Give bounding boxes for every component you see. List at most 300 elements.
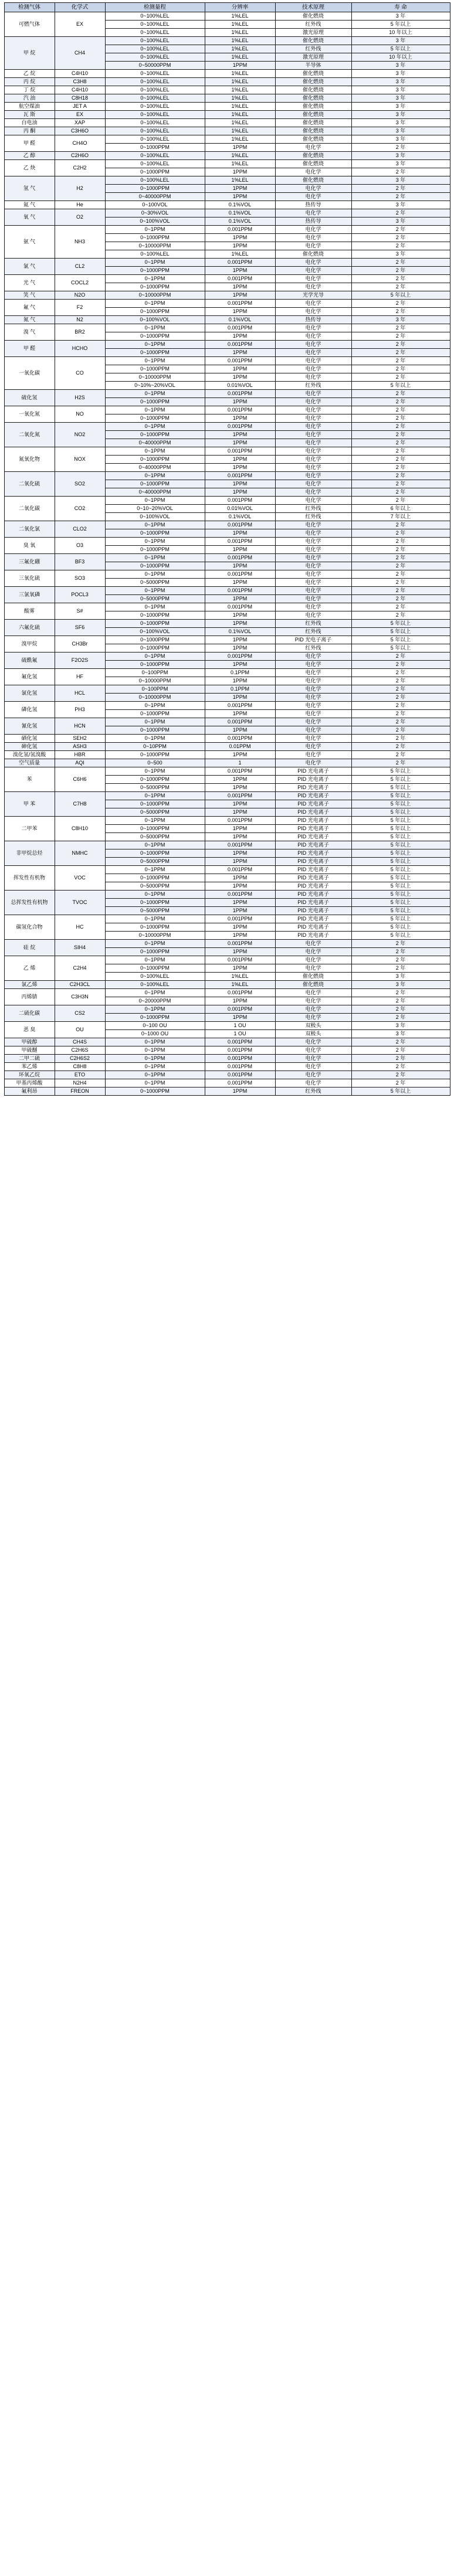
range-cell: 0~500	[105, 759, 205, 767]
table-row	[4, 226, 450, 234]
resolution-cell: 0.001PPM	[205, 324, 275, 332]
lifetime-cell: 5 年以上	[351, 874, 450, 882]
range-cell: 0~1000PPM	[105, 234, 205, 242]
gas-name-cell: 丙 酮	[4, 127, 55, 135]
lifetime-cell: 2 年	[351, 349, 450, 357]
resolution-cell: 0.001PPM	[205, 538, 275, 546]
technology-cell: 电化学	[275, 956, 351, 964]
formula-cell: CH3Br	[55, 636, 105, 653]
range-cell: 0~100%LEL	[105, 111, 205, 119]
resolution-cell: 1PPM	[205, 234, 275, 242]
resolution-cell: 0.1PPM	[205, 669, 275, 677]
resolution-cell: 1PPM	[205, 62, 275, 70]
technology-cell: 电化学	[275, 464, 351, 472]
range-cell: 0~1PPM	[105, 956, 205, 964]
formula-cell: C3H3N	[55, 989, 105, 1005]
formula-cell: He	[55, 201, 105, 209]
resolution-cell: 1PPM	[205, 144, 275, 152]
lifetime-cell: 2 年	[351, 669, 450, 677]
lifetime-cell: 5 年以上	[351, 808, 450, 817]
gas-name-cell: 甲硫醚	[4, 1046, 55, 1055]
range-cell: 0~1000PPM	[105, 456, 205, 464]
lifetime-cell: 5 年以上	[351, 817, 450, 825]
formula-cell: AQI	[55, 759, 105, 767]
resolution-cell: 0.1%VOL	[205, 316, 275, 324]
formula-cell: C2H3CL	[55, 981, 105, 989]
gas-name-cell: 环氧乙烷	[4, 1071, 55, 1079]
resolution-cell: 0.1PPM	[205, 685, 275, 694]
formula-cell: C2H6O	[55, 152, 105, 160]
resolution-cell: 0.1%VOL	[205, 201, 275, 209]
gas-name-cell: 乙 烷	[4, 70, 55, 78]
range-cell: 0~1PPM	[105, 866, 205, 874]
resolution-cell: 1PPM	[205, 546, 275, 554]
resolution-cell: 1PPM	[205, 825, 275, 833]
range-cell: 0~5000PPM	[105, 595, 205, 603]
table-row	[4, 718, 450, 726]
technology-cell: 电化学	[275, 685, 351, 694]
lifetime-cell: 5 年以上	[351, 899, 450, 907]
resolution-cell: 1PPM	[205, 932, 275, 940]
lifetime-cell: 2 年	[351, 1046, 450, 1055]
resolution-cell: 1PPM	[205, 373, 275, 382]
range-cell: 0~1000PPM	[105, 849, 205, 858]
range-cell: 0~10000PPM	[105, 373, 205, 382]
technology-cell: 电化学	[275, 562, 351, 570]
lifetime-cell: 2 年	[351, 390, 450, 398]
gas-name-cell: 汽 油	[4, 94, 55, 103]
resolution-cell: 1PPM	[205, 611, 275, 620]
resolution-cell: 1	[205, 759, 275, 767]
technology-cell: 催化燃烧	[275, 94, 351, 103]
formula-cell: SO2	[55, 472, 105, 497]
gas-name-cell: 二氧化氮	[4, 423, 55, 447]
resolution-cell: 0.001PPM	[205, 226, 275, 234]
range-cell: 0~1000PPM	[105, 546, 205, 554]
gas-name-cell: 三氯氧磷	[4, 587, 55, 603]
lifetime-cell: 2 年	[351, 554, 450, 562]
range-cell: 0~1PPM	[105, 1005, 205, 1014]
range-cell: 0~1000PPM	[105, 414, 205, 423]
resolution-cell: 1PPM	[205, 480, 275, 488]
resolution-cell: 1PPM	[205, 464, 275, 472]
lifetime-cell: 2 年	[351, 341, 450, 349]
formula-cell: N2	[55, 316, 105, 324]
range-cell: 0~100%VOL	[105, 218, 205, 226]
technology-cell: 电化学	[275, 1071, 351, 1079]
resolution-cell: 0.001PPM	[205, 603, 275, 611]
resolution-cell: 0.001PPM	[205, 406, 275, 414]
range-cell: 0~1000PPM	[105, 168, 205, 176]
lifetime-cell: 5 年以上	[351, 21, 450, 29]
range-cell: 0~100%LEL	[105, 160, 205, 168]
range-cell: 0~100%LEL	[105, 21, 205, 29]
gas-name-cell: 甲 苯	[4, 792, 55, 817]
technology-cell: 红外线	[275, 628, 351, 636]
technology-cell: 电化学	[275, 997, 351, 1005]
formula-cell: C2H6S	[55, 1046, 105, 1055]
gas-name-cell: 硫化氢	[4, 390, 55, 406]
resolution-cell: 1PPM	[205, 431, 275, 439]
technology-cell: 电化学	[275, 538, 351, 546]
resolution-cell: 1PPM	[205, 562, 275, 570]
range-cell: 0~100%LEL	[105, 103, 205, 111]
technology-cell: 激光原理	[275, 53, 351, 62]
table-row	[4, 300, 450, 308]
resolution-cell: 1PPM	[205, 661, 275, 669]
range-cell: 0~10~20%VOL	[105, 505, 205, 513]
range-cell: 0~1000PPM	[105, 800, 205, 808]
lifetime-cell: 2 年	[351, 168, 450, 176]
technology-cell: 电化学	[275, 743, 351, 751]
resolution-cell: 0.001PPM	[205, 989, 275, 997]
resolution-cell: 1PPM	[205, 899, 275, 907]
resolution-cell: 1PPM	[205, 488, 275, 497]
resolution-cell: 1PPM	[205, 907, 275, 915]
resolution-cell: 0.1%VOL	[205, 209, 275, 218]
lifetime-cell: 2 年	[351, 710, 450, 718]
table-row	[4, 1063, 450, 1071]
resolution-cell: 1%LEL	[205, 176, 275, 185]
table-body	[4, 12, 450, 1096]
technology-cell: PID 光电离子	[275, 858, 351, 866]
formula-cell: POCL3	[55, 587, 105, 603]
lifetime-cell: 2 年	[351, 611, 450, 620]
lifetime-cell: 5 年以上	[351, 1088, 450, 1096]
table-row	[4, 538, 450, 546]
technology-cell: 催化燃烧	[275, 250, 351, 259]
lifetime-cell: 2 年	[351, 964, 450, 973]
range-cell: 0~100%LEL	[105, 176, 205, 185]
technology-cell: 热传导	[275, 218, 351, 226]
resolution-cell: 1PPM	[205, 579, 275, 587]
resolution-cell: 1%LEL	[205, 45, 275, 53]
range-cell: 0~100VOL	[105, 201, 205, 209]
technology-cell: 电化学	[275, 226, 351, 234]
lifetime-cell: 5 年以上	[351, 932, 450, 940]
lifetime-cell: 2 年	[351, 989, 450, 997]
resolution-cell: 0.001PPM	[205, 718, 275, 726]
technology-cell: 电化学	[275, 1005, 351, 1014]
formula-cell: NMHC	[55, 841, 105, 866]
table-row	[4, 1046, 450, 1055]
technology-cell: 电化学	[275, 759, 351, 767]
lifetime-cell: 3 年	[351, 127, 450, 135]
technology-cell: 电化学	[275, 456, 351, 464]
header-gas-name: 检测气体	[4, 3, 55, 12]
technology-cell: 催化燃烧	[275, 37, 351, 45]
formula-cell: CO	[55, 357, 105, 390]
formula-cell: EX	[55, 12, 105, 37]
gas-name-cell: 三氧化硫	[4, 570, 55, 587]
gas-name-cell: 乙 炔	[4, 160, 55, 176]
technology-cell: PID 光电离子	[275, 932, 351, 940]
range-cell: 0~5000PPM	[105, 882, 205, 891]
technology-cell: 红外线	[275, 644, 351, 653]
table-row	[4, 423, 450, 431]
table-row	[4, 620, 450, 628]
resolution-cell: 0.001PPM	[205, 1055, 275, 1063]
range-cell: 0~1000PPM	[105, 611, 205, 620]
table-row	[4, 767, 450, 776]
gas-name-cell: 氟化氢	[4, 669, 55, 685]
resolution-cell: 0.001PPM	[205, 956, 275, 964]
technology-cell: PID 光电离子	[275, 907, 351, 915]
formula-cell: F2O2S	[55, 653, 105, 669]
table-row	[4, 316, 450, 324]
resolution-cell: 1%LEL	[205, 53, 275, 62]
formula-cell: CS2	[55, 1005, 105, 1022]
resolution-cell: 1%LEL	[205, 981, 275, 989]
range-cell: 0~1PPM	[105, 406, 205, 414]
resolution-cell: 1PPM	[205, 833, 275, 841]
table-row	[4, 1079, 450, 1088]
table-row	[4, 603, 450, 611]
lifetime-cell: 3 年	[351, 973, 450, 981]
formula-cell: CL2	[55, 259, 105, 275]
table-row	[4, 570, 450, 579]
lifetime-cell: 3 年	[351, 981, 450, 989]
range-cell: 0~1000PPM	[105, 431, 205, 439]
resolution-cell: 0.001PPM	[205, 817, 275, 825]
lifetime-cell: 2 年	[351, 735, 450, 743]
lifetime-cell: 2 年	[351, 726, 450, 735]
lifetime-cell: 5 年以上	[351, 767, 450, 776]
range-cell: 0~100%VOL	[105, 628, 205, 636]
range-cell: 0~100%LEL	[105, 135, 205, 144]
range-cell: 0~1000PPM	[105, 480, 205, 488]
gas-name-cell: 氯 气	[4, 259, 55, 275]
lifetime-cell: 2 年	[351, 759, 450, 767]
table-row	[4, 1055, 450, 1063]
range-cell: 0~5000PPM	[105, 858, 205, 866]
gas-name-cell: 总挥发性有机物	[4, 891, 55, 915]
range-cell: 0~50000PPM	[105, 62, 205, 70]
lifetime-cell: 5 年以上	[351, 382, 450, 390]
technology-cell: PID 光电离子	[275, 866, 351, 874]
lifetime-cell: 5 年以上	[351, 891, 450, 899]
lifetime-cell: 2 年	[351, 373, 450, 382]
table-row	[4, 521, 450, 529]
lifetime-cell: 2 年	[351, 365, 450, 373]
range-cell: 0~1000PPM	[105, 726, 205, 735]
resolution-cell: 1PPM	[205, 308, 275, 316]
lifetime-cell: 5 年以上	[351, 833, 450, 841]
technology-cell: PID 光电离子	[275, 882, 351, 891]
technology-cell: 电化学	[275, 751, 351, 759]
formula-cell: HC	[55, 915, 105, 940]
formula-cell: CLO2	[55, 521, 105, 538]
range-cell: 0~1PPM	[105, 390, 205, 398]
gas-name-cell: 二甲苯	[4, 817, 55, 841]
technology-cell: 红外线	[275, 505, 351, 513]
gas-name-cell: 一氧化碳	[4, 357, 55, 390]
gas-name-cell: 氧 气	[4, 209, 55, 226]
resolution-cell: 0.001PPM	[205, 702, 275, 710]
resolution-cell: 1 OU	[205, 1022, 275, 1030]
lifetime-cell: 3 年	[351, 160, 450, 168]
gas-name-cell: 氰化氢	[4, 718, 55, 735]
gas-name-cell: 氮 气	[4, 316, 55, 324]
technology-cell: 电化学	[275, 940, 351, 948]
table-header-row	[4, 3, 450, 12]
technology-cell: 红外线	[275, 620, 351, 628]
resolution-cell: 1PPM	[205, 644, 275, 653]
technology-cell: 电化学	[275, 234, 351, 242]
lifetime-cell: 2 年	[351, 538, 450, 546]
gas-name-cell: 一氧化氮	[4, 406, 55, 423]
gas-detection-table	[4, 2, 450, 1096]
gas-name-cell: 溴甲烷	[4, 636, 55, 653]
formula-cell: OU	[55, 1022, 105, 1038]
resolution-cell: 1PPM	[205, 398, 275, 406]
range-cell: 0~5000PPM	[105, 833, 205, 841]
lifetime-cell: 2 年	[351, 324, 450, 332]
gas-name-cell: 碳氢化合物	[4, 915, 55, 940]
resolution-cell: 0.001PPM	[205, 554, 275, 562]
lifetime-cell: 10 年以上	[351, 29, 450, 37]
lifetime-cell: 2 年	[351, 521, 450, 529]
technology-cell: PID 光电离子	[275, 915, 351, 923]
table-row	[4, 291, 450, 300]
formula-cell: C2H6S2	[55, 1055, 105, 1063]
table-row	[4, 915, 450, 923]
technology-cell: 电化学	[275, 554, 351, 562]
table-row	[4, 1038, 450, 1046]
range-cell: 0~1000PPM	[105, 923, 205, 932]
gas-name-cell: 氟利昂	[4, 1088, 55, 1096]
gas-name-cell: 氢 气	[4, 176, 55, 201]
resolution-cell: 1PPM	[205, 849, 275, 858]
technology-cell: 电化学	[275, 595, 351, 603]
range-cell: 0~100%LEL	[105, 152, 205, 160]
lifetime-cell: 3 年	[351, 152, 450, 160]
resolution-cell: 0.001PPM	[205, 1046, 275, 1055]
formula-cell: ASH3	[55, 743, 105, 751]
technology-cell: 电化学	[275, 431, 351, 439]
lifetime-cell: 2 年	[351, 718, 450, 726]
range-cell: 0~100%LEL	[105, 86, 205, 94]
range-cell: 0~100%LEL	[105, 29, 205, 37]
technology-cell: PID 光电离子	[275, 825, 351, 833]
lifetime-cell: 2 年	[351, 587, 450, 595]
resolution-cell: 1PPM	[205, 168, 275, 176]
formula-cell: C7H8	[55, 792, 105, 817]
resolution-cell: 1%LEL	[205, 78, 275, 86]
resolution-cell: 0.001PPM	[205, 866, 275, 874]
lifetime-cell: 5 年以上	[351, 882, 450, 891]
technology-cell: 光学光导	[275, 291, 351, 300]
table-row	[4, 324, 450, 332]
formula-cell: COCL2	[55, 275, 105, 291]
table-row	[4, 275, 450, 283]
formula-cell: N2H4	[55, 1079, 105, 1088]
formula-cell: PH3	[55, 702, 105, 718]
resolution-cell: 1PPM	[205, 283, 275, 291]
resolution-cell: 1PPM	[205, 1088, 275, 1096]
lifetime-cell: 3 年	[351, 94, 450, 103]
table-row	[4, 497, 450, 505]
range-cell: 0~100 OU	[105, 1022, 205, 1030]
technology-cell: 催化燃烧	[275, 78, 351, 86]
range-cell: 0~1000PPM	[105, 1088, 205, 1096]
resolution-cell: 1PPM	[205, 923, 275, 932]
gas-name-cell: 二氧化碳	[4, 497, 55, 521]
resolution-cell: 1%LEL	[205, 160, 275, 168]
technology-cell: 电化学	[275, 1014, 351, 1022]
technology-cell: 催化燃烧	[275, 86, 351, 94]
range-cell: 0~1000PPM	[105, 751, 205, 759]
range-cell: 0~1000PPM	[105, 283, 205, 291]
table-row	[4, 259, 450, 267]
lifetime-cell: 2 年	[351, 464, 450, 472]
lifetime-cell: 2 年	[351, 267, 450, 275]
lifetime-cell: 2 年	[351, 300, 450, 308]
formula-cell: FREON	[55, 1088, 105, 1096]
resolution-cell: 0.001PPM	[205, 735, 275, 743]
lifetime-cell: 5 年以上	[351, 784, 450, 792]
lifetime-cell: 2 年	[351, 603, 450, 611]
lifetime-cell: 2 年	[351, 1071, 450, 1079]
technology-cell: PID 光电离子	[275, 817, 351, 825]
technology-cell: 半导体	[275, 62, 351, 70]
lifetime-cell: 2 年	[351, 694, 450, 702]
resolution-cell: 0.001PPM	[205, 1071, 275, 1079]
resolution-cell: 1PPM	[205, 694, 275, 702]
technology-cell: 催化燃烧	[275, 135, 351, 144]
range-cell: 0~1PPM	[105, 735, 205, 743]
table-row	[4, 981, 450, 989]
range-cell: 0~1000PPM	[105, 825, 205, 833]
lifetime-cell: 2 年	[351, 242, 450, 250]
technology-cell: 电化学	[275, 168, 351, 176]
formula-cell: O3	[55, 538, 105, 554]
formula-cell: NH3	[55, 226, 105, 259]
resolution-cell: 0.001PPM	[205, 1038, 275, 1046]
range-cell: 0~1PPM	[105, 226, 205, 234]
resolution-cell: 0.001PPM	[205, 259, 275, 267]
table-row	[4, 160, 450, 168]
technology-cell: 电化学	[275, 480, 351, 488]
range-cell: 0~40000PPM	[105, 439, 205, 447]
gas-name-cell: 硒化氢	[4, 735, 55, 743]
gas-name-cell: 二甲二硫	[4, 1055, 55, 1063]
range-cell: 0~100%LEL	[105, 127, 205, 135]
technology-cell: 电化学	[275, 193, 351, 201]
lifetime-cell: 5 年以上	[351, 866, 450, 874]
gas-name-cell: 氯化氢	[4, 685, 55, 702]
gas-name-cell: 恶 臭	[4, 1022, 55, 1038]
lifetime-cell: 5 年以上	[351, 776, 450, 784]
range-cell: 0~1PPM	[105, 603, 205, 611]
resolution-cell: 1%LEL	[205, 94, 275, 103]
lifetime-cell: 2 年	[351, 940, 450, 948]
range-cell: 0~5000PPM	[105, 907, 205, 915]
range-cell: 0~40000PPM	[105, 488, 205, 497]
lifetime-cell: 3 年	[351, 250, 450, 259]
lifetime-cell: 5 年以上	[351, 644, 450, 653]
range-cell: 0~100%LEL	[105, 45, 205, 53]
gas-name-cell: 苯乙烯	[4, 1063, 55, 1071]
resolution-cell: 1PPM	[205, 800, 275, 808]
resolution-cell: 0.1%VOL	[205, 513, 275, 521]
resolution-cell: 1PPM	[205, 595, 275, 603]
range-cell: 0~1PPM	[105, 1046, 205, 1055]
lifetime-cell: 5 年以上	[351, 620, 450, 628]
technology-cell: PID 光电离子	[275, 891, 351, 899]
technology-cell: 电化学	[275, 948, 351, 956]
resolution-cell: 1%LEL	[205, 250, 275, 259]
